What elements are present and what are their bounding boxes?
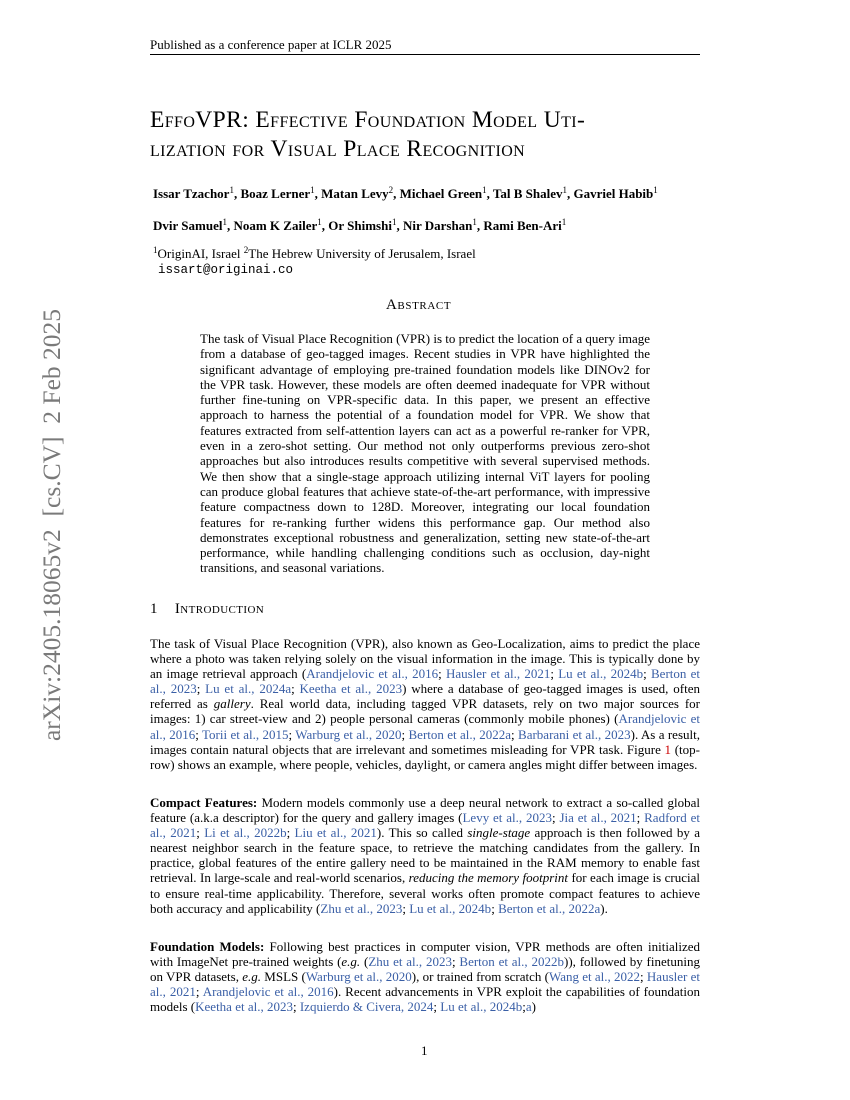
body-text: ) where a database of geo-tagged images is used, often referred as (150, 681, 700, 712)
author-affiliation-mark: 1 (472, 217, 477, 227)
author-name: Matan Levy (321, 186, 389, 201)
affiliation-mark: 2 (243, 245, 249, 255)
paper-title (150, 106, 702, 164)
arxiv-identifier[interactable]: arXiv:2405.18065v2 [cs.CV] 2 Feb 2025 (37, 308, 66, 742)
authors-line-1: Issar Tzachor$^1$, Boaz Lerner$^1$, Matan Levy$^2$, Michael Green$^1$, Tal B Shalev$^1$, Gavriel Habib$^1$ (153, 185, 658, 201)
body-text: The task of Visual Place Recognition (VPR), also known as Geo-Localization, aims to predict the place where a photo was taken relying solely on the visual information in the image. This is typically done by an image retrieval approach ( (150, 636, 700, 682)
intro-paragraph-compact-features (150, 795, 700, 916)
title-line-1: EffoVPR: Effective Foundation Model Uti- (150, 107, 586, 133)
body-text: ). This so called (376, 825, 468, 841)
author-name: Noam K Zailer (233, 218, 318, 233)
paragraph-heading: Compact Features: (150, 795, 258, 810)
body-text: ; (522, 999, 526, 1015)
citation-link[interactable]: Hausler et al., 2021 (150, 969, 700, 1000)
citation-link[interactable]: Izquierdo & Civera, 2024 (299, 999, 434, 1015)
author-name: Nir Darshan (402, 218, 473, 233)
body-text: ; (195, 726, 203, 742)
body-text: ; (451, 954, 460, 970)
citation-link[interactable]: Li et al., 2022b (204, 825, 287, 841)
body-text: ; (433, 999, 441, 1015)
author-name: Tal B Shalev (492, 186, 563, 201)
author-affiliation-mark: 1 (561, 217, 567, 227)
citation-link[interactable]: Arandjelovic et al., 2016 (202, 984, 334, 1000)
emphasis-text: e.g. (341, 954, 361, 970)
citation-link[interactable]: Lu et al., 2024b (558, 666, 644, 682)
body-text: ), or trained from scratch ( (411, 969, 549, 985)
paragraph-heading: Foundation Models: (150, 939, 265, 954)
section-title: Introduction (174, 601, 265, 617)
author-email[interactable]: issart@originai.co (158, 263, 294, 277)
citation-link[interactable]: Liu et al., 2021 (294, 825, 377, 841)
affiliation-mark: 1 (153, 245, 158, 255)
body-text: ; (195, 984, 203, 1000)
emphasis-text: reducing the memory footprint (408, 870, 568, 886)
body-text: approach is then followed by a nearest neighbor search in the feature space, to retrieve the matching candidates from the gallery. In practice, global features of the entire gallery need to be maintained in the RAM memory to enable fast retrieval. In large-scale and real-world scenarios, (150, 825, 700, 886)
page-number: 1 (421, 1043, 428, 1058)
abstract-body: The task of Visual Place Recognition (VPR) is to predict the location of a query image from a database of geo-tagged images. Recent studies in VPR have highlighted the significant advantage of employing pre-trained foundation models like DINOv2 for the VPR task. However, these models are often deemed inadequate for VPR without further fine-tuning on VPR-specific data. In this paper, we present an effective approach to harness the potential of a foundation model for VPR. We show that features extracted from self-attention layers can act as a powerful re-ranker for VPR, even in a zero-shot setting. Our method not only outperforms previous zero-shot approaches but also introduces results competitive with several supervised methods. We then show that a single-stage approach utilizing internal ViT layers for pooling can produce global features that achieve state-of-the-art performance, with impressive feature compactness down to 128D. Moreover, integrating our local foundation features for re-ranking further widens this performance gap. Our method also demonstrates exceptional robustness and generalization, setting new state-of-the-art performance, while handling challenging conditions such as occlusion, day-night transitions, and seasonal variations. (200, 331, 650, 576)
citation-link[interactable]: Lu et al., 2024b (440, 999, 523, 1015)
body-text: ; (438, 666, 446, 682)
body-text: ; (196, 681, 206, 697)
body-text: ; (550, 666, 559, 682)
author-name: Issar Tzachor (153, 186, 230, 201)
body-text: )), followed by finetuning on VPR datasets, (150, 954, 700, 985)
arxiv-sidebar-stamp[interactable] (35, 270, 67, 780)
author-name: Boaz Lerner (240, 186, 311, 201)
running-header: Published as a conference paper at ICLR 2025 (150, 37, 392, 52)
author-affiliation-mark: 1 (482, 185, 487, 195)
citation-link[interactable]: Lu et al., 2024a (205, 681, 292, 697)
figure-reference-link[interactable]: 1 (664, 741, 672, 757)
body-text: ; (286, 825, 295, 841)
author-name: Rami Ben-Ari (483, 218, 562, 233)
body-text: ; (196, 825, 205, 841)
author-affiliation-mark: 2 (388, 185, 394, 195)
body-text: Following best practices in computer vision, VPR methods are often initialized with ImageNet pre-trained weights ( (150, 939, 700, 970)
author-name: Dvir Samuel (153, 218, 223, 233)
body-text: ; (292, 999, 300, 1015)
header-rule (150, 54, 700, 55)
body-text: ; (640, 969, 647, 985)
body-text: Modern models commonly use a deep neural network to extract a so-called global feature (a.k.a descriptor) for the query and gallery images ( (150, 795, 700, 826)
body-text: ). As a result, images contain natural objects that are irrelevant and sometimes misleading for VPR task. Figure (150, 726, 700, 757)
author-name: Michael Green (399, 186, 483, 201)
author-affiliation-mark: 1 (391, 217, 397, 227)
citation-link[interactable]: Berton et al., 2022a (408, 726, 512, 742)
body-text: ; (401, 726, 409, 742)
citation-link[interactable]: Jia et al., 2021 (559, 810, 637, 826)
body-text: ; (643, 666, 651, 682)
body-text: (top-row) shows an example, where people, vehicles, daylight, or camera angles might differ between images. (150, 741, 700, 772)
body-text: ( (360, 954, 369, 970)
citation-link[interactable]: Zhu et al., 2023 (368, 954, 452, 970)
abstract-heading: Abstract (386, 297, 452, 313)
body-text: ). Recent advancements in VPR exploit the capabilities of foundation models ( (150, 984, 700, 1015)
body-text: ; (511, 726, 519, 742)
citation-link[interactable]: Radford et al., 2021 (150, 810, 700, 841)
emphasis-text: gallery (213, 696, 251, 712)
body-text: for each image is crucial to ensure real-time applicability. Therefore, several works often promote compact features to achieve both accuracy and applicability ( (150, 870, 701, 916)
citation-link[interactable]: Zhu et al., 2023 (320, 900, 403, 916)
author-affiliation-mark: 1 (653, 185, 658, 195)
body-text: MSLS ( (261, 969, 306, 985)
affiliation-name: The Hebrew University of Jerusalem, Israel (248, 246, 476, 261)
body-text: ). (600, 900, 608, 916)
section-number: 1 (150, 601, 158, 617)
citation-link[interactable]: Arandjelovic et al., 2016 (306, 666, 439, 682)
author-name: Or Shimshi (328, 218, 392, 233)
citation-link[interactable]: Barbarani et al., 2023 (518, 726, 631, 742)
citation-link[interactable]: Hausler et al., 2021 (445, 666, 551, 682)
affiliations (153, 246, 476, 262)
author-name: Gavriel Habib (573, 186, 654, 201)
citation-link[interactable]: a (525, 999, 532, 1015)
affiliation-name: OriginAI, Israel (157, 246, 241, 261)
title-line-2: lization for Visual Place Recognition (150, 136, 526, 162)
citation-link[interactable]: Arandjelovic et al., 2016 (150, 711, 700, 742)
citation-link[interactable]: Berton et al., 2022a (498, 900, 601, 916)
citation-link[interactable]: Warburg et al., 2020 (305, 969, 412, 985)
body-text: ; (491, 900, 499, 916)
emphasis-text: e.g. (242, 969, 262, 985)
emphasis-text: single-stage (467, 825, 531, 841)
citation-link[interactable]: Berton et al., 2023 (150, 666, 700, 697)
intro-paragraph-1 (150, 636, 700, 772)
citation-link[interactable]: Warburg et al., 2020 (295, 726, 402, 742)
body-text: ) (531, 999, 537, 1015)
body-text: ; (291, 681, 300, 697)
citation-link[interactable]: Keetha et al., 2023 (195, 999, 293, 1015)
author-affiliation-mark: 1 (310, 185, 315, 195)
body-text: ; (288, 726, 296, 742)
author-affiliation-mark: 1 (229, 185, 234, 195)
body-text: ; (402, 900, 410, 916)
citation-link[interactable]: Berton et al., 2022b (459, 954, 564, 970)
author-affiliation-mark: 1 (317, 217, 322, 227)
authors-line-2: Dvir Samuel$^1$, Noam K Zailer$^1$, Or Shimshi$^1$, Nir Darshan$^1$, Rami Ben-Ari$^1$ (153, 217, 567, 233)
intro-paragraph-foundation-models (150, 939, 700, 1014)
body-text: . Real world data, including tagged VPR datasets, rely on two major sources for images: 1) car street-view and 2) people personal cameras (commonly mobile phones) ( (150, 696, 700, 727)
citation-link[interactable]: Keetha et al., 2023 (299, 681, 403, 697)
citation-link[interactable]: Wang et al., 2022 (549, 969, 641, 985)
citation-link[interactable]: Lu et al., 2024b (409, 900, 492, 916)
author-affiliation-mark: 1 (222, 217, 227, 227)
section-heading-introduction (150, 601, 264, 618)
author-affiliation-mark: 1 (562, 185, 567, 195)
body-text: ; (636, 810, 645, 826)
citation-link[interactable]: Levy et al., 2023 (462, 810, 552, 826)
citation-link[interactable]: Torii et al., 2015 (202, 726, 289, 742)
body-text: ; (551, 810, 560, 826)
